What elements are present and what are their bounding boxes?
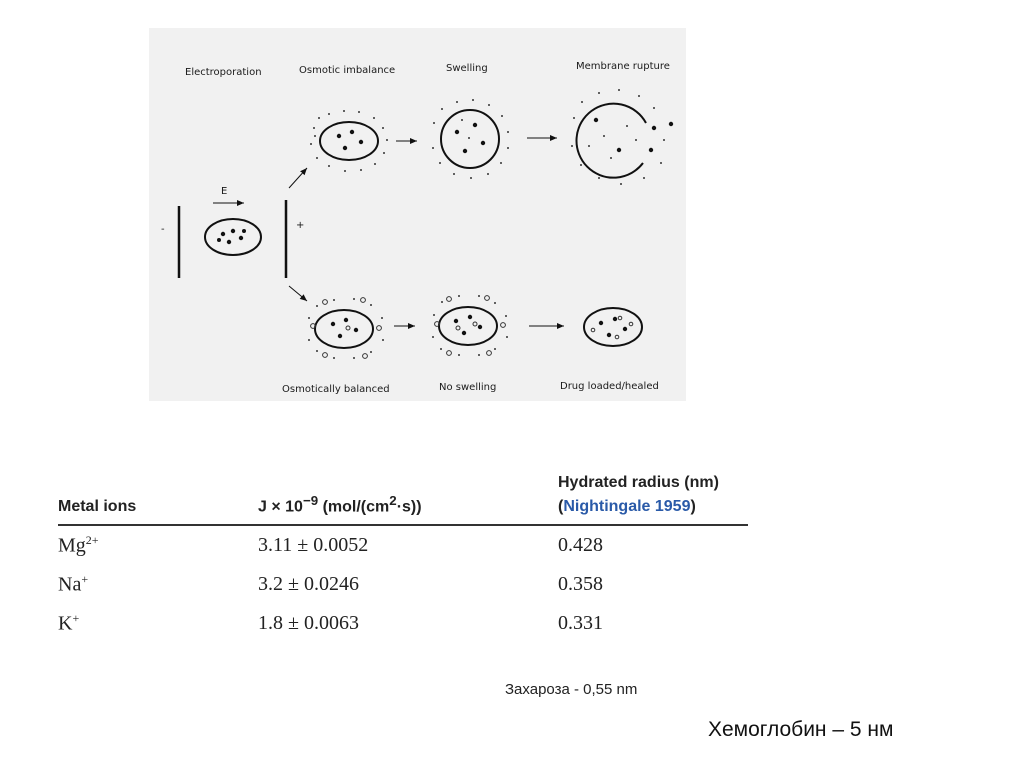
radius-cell: 0.428 [558,534,603,556]
ion-symbol: Na [58,573,82,596]
branch-down-arrow [289,286,307,301]
hemoglobin-note: Хемоглобин – 5 нм [708,718,894,741]
radius-cell: 0.358 [558,573,603,595]
radius-title: Hydrated radius (nm) [558,474,719,491]
flux-exponent: −9 [302,492,319,508]
radius-cell: 0.331 [558,612,603,634]
swelling-cell [432,99,509,179]
metal-ions-table [58,474,748,643]
branch-up-arrow [289,168,307,188]
label-no-swelling: No swelling [439,382,497,393]
sucrose-note: Захароза - 0,55 nm [505,681,638,698]
col-header-radius [558,474,748,525]
label-osmotically-balanced: Osmotically balanced [282,384,390,395]
label-swelling: Swelling [446,63,488,74]
table-row [58,565,748,604]
flux-unit-exponent: 2 [389,492,397,508]
label-membrane-rupture: Membrane rupture [576,61,670,72]
ion-symbol: Mg [58,534,86,557]
ion-charge: + [72,611,80,626]
initial-cell [205,219,261,255]
field-label: E [221,186,228,197]
reference-link[interactable]: Nightingale 1959 [563,498,691,515]
col-header-ions: Metal ions [58,498,137,515]
label-drug-loaded: Drug loaded/healed [560,381,659,392]
plus-sign: + [296,220,305,231]
flux-prefix: J × 10 [258,498,303,515]
label-osmotic-imbalance: Osmotic imbalance [299,65,396,76]
table-row [58,604,748,643]
flux-cell: 3.2 ± 0.0246 [258,573,359,595]
ion-symbol: K [58,612,73,635]
drug-loaded-cell [584,308,642,346]
ion-cell [58,525,258,565]
osmotic-imbalance-cell [310,110,388,172]
minus-sign: - [161,224,165,235]
radius-open: ( [558,498,564,515]
flux-unit-end: ·s)) [396,498,422,515]
ion-cell [58,604,258,643]
radius-close: ) [690,498,696,515]
table-row [58,525,748,565]
flux-unit: (mol/(cm [318,498,390,515]
osmotically-balanced-cell [308,298,384,359]
flux-cell: 1.8 ± 0.0063 [258,612,359,634]
ion-charge: 2+ [85,533,99,548]
no-swelling-cell [432,295,508,356]
flux-cell: 3.11 ± 0.0052 [258,534,369,556]
membrane-rupture-cell [571,89,673,185]
electroporation-diagram [149,28,686,401]
table-header-row [58,474,748,525]
col-header-flux [258,474,558,525]
ion-charge: + [81,572,89,587]
ion-cell [58,565,258,604]
label-electroporation: Electroporation [185,67,262,78]
